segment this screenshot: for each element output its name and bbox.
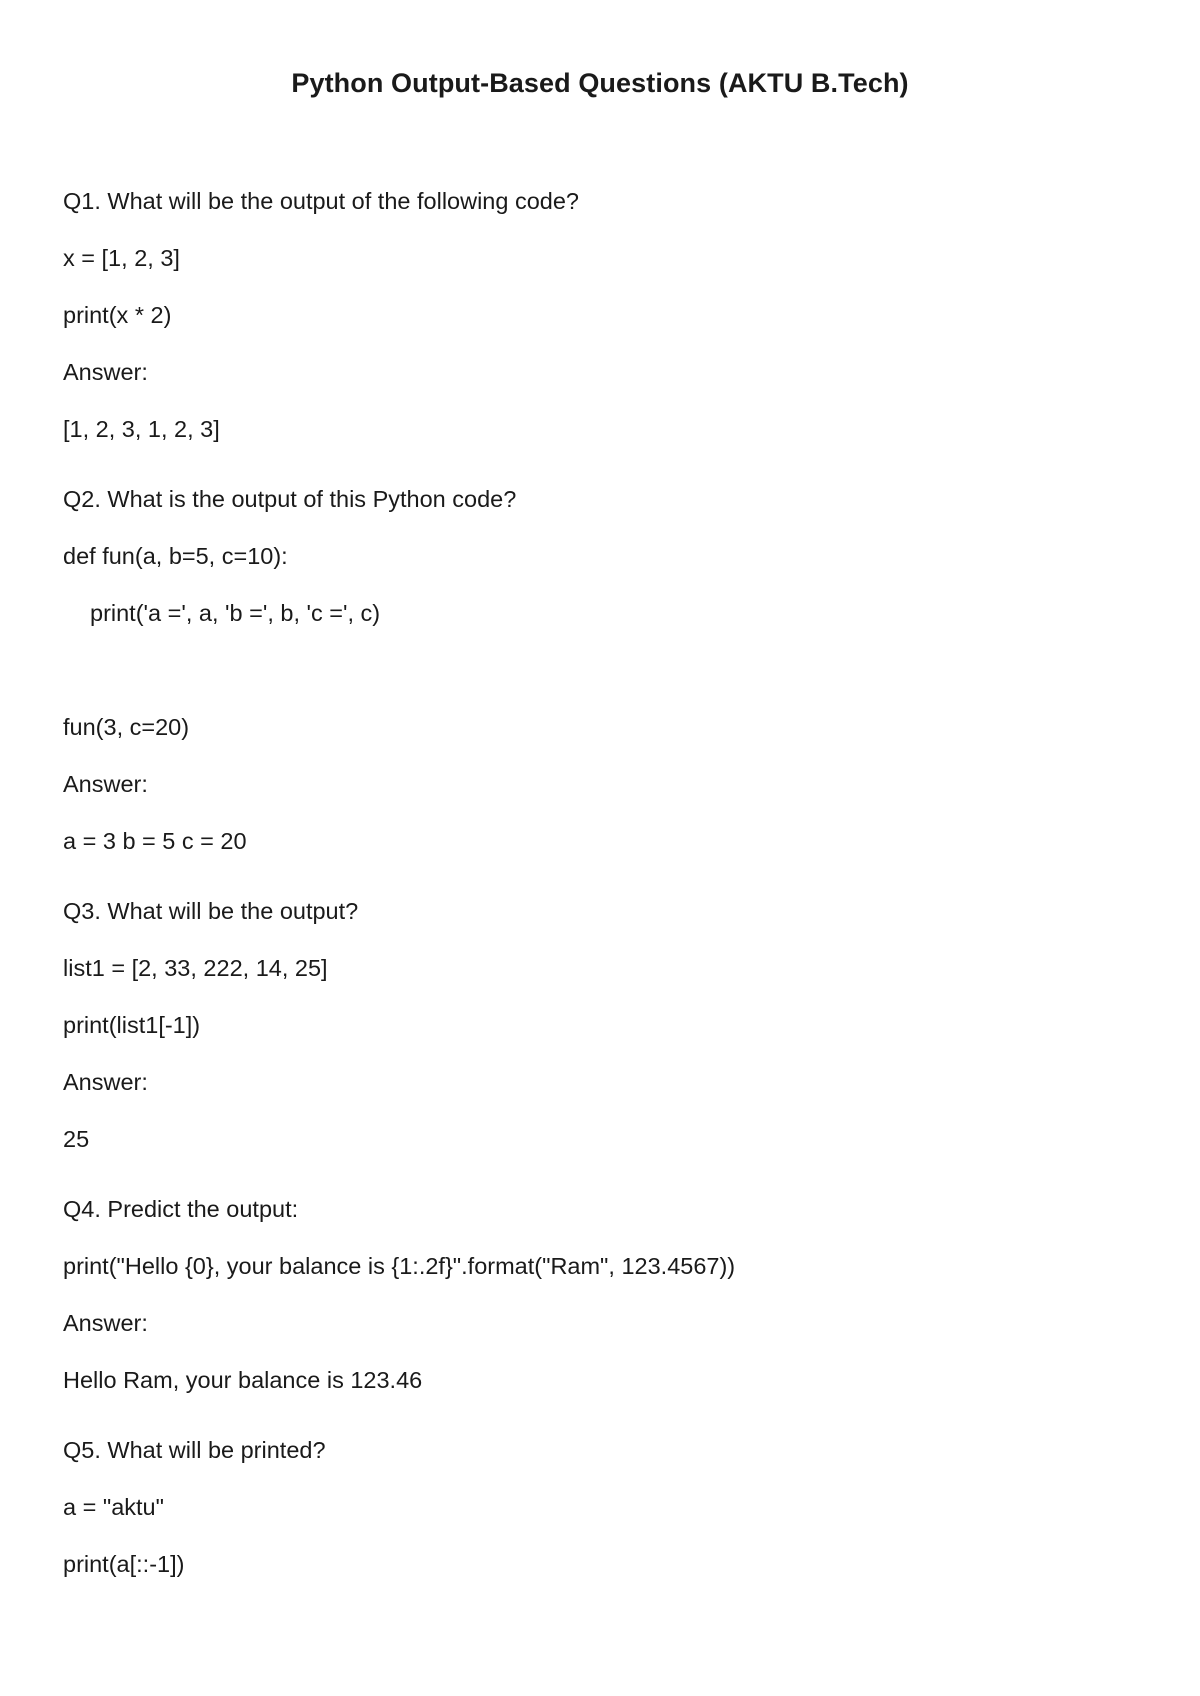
q1-code-line-1: x = [1, 2, 3]: [63, 245, 180, 271]
q1-code-line-2: print(x * 2): [63, 302, 172, 328]
q2-code-line-3: fun(3, c=20): [63, 714, 190, 740]
q5-question: Q5. What will be printed?: [63, 1437, 326, 1463]
q2-code-line-2: print('a =', a, 'b =', b, 'c =', c): [90, 600, 381, 626]
q3-code-line-2: print(list1[-1]): [63, 1012, 201, 1038]
q1-answer-label: Answer:: [63, 359, 148, 385]
q4-answer: Hello Ram, your balance is 123.46: [63, 1367, 423, 1393]
q4-question: Q4. Predict the output:: [63, 1196, 299, 1222]
q5-code-line-2: print(a[::-1]): [63, 1551, 185, 1577]
q3-question: Q3. What will be the output?: [63, 898, 359, 924]
q2-question: Q2. What is the output of this Python code?: [63, 486, 517, 512]
q2-answer-label: Answer:: [63, 771, 148, 797]
q3-answer-label: Answer:: [63, 1069, 148, 1095]
q1-answer: [1, 2, 3, 1, 2, 3]: [63, 416, 220, 442]
q3-answer: 25: [63, 1126, 90, 1152]
document-title: Python Output-Based Questions (AKTU B.Tech): [291, 68, 909, 98]
q2-code-line-1: def fun(a, b=5, c=10):: [63, 543, 288, 569]
q3-code-line-1: list1 = [2, 33, 222, 14, 25]: [63, 955, 328, 981]
q2-answer: a = 3 b = 5 c = 20: [63, 828, 247, 854]
q4-answer-label: Answer:: [63, 1310, 148, 1336]
q1-question: Q1. What will be the output of the following code?: [63, 188, 580, 214]
q5-code-line-1: a = "aktu": [63, 1494, 164, 1520]
q4-code-line-1: print("Hello {0}, your balance is {1:.2f}".format("Ram", 123.4567)): [63, 1253, 736, 1279]
